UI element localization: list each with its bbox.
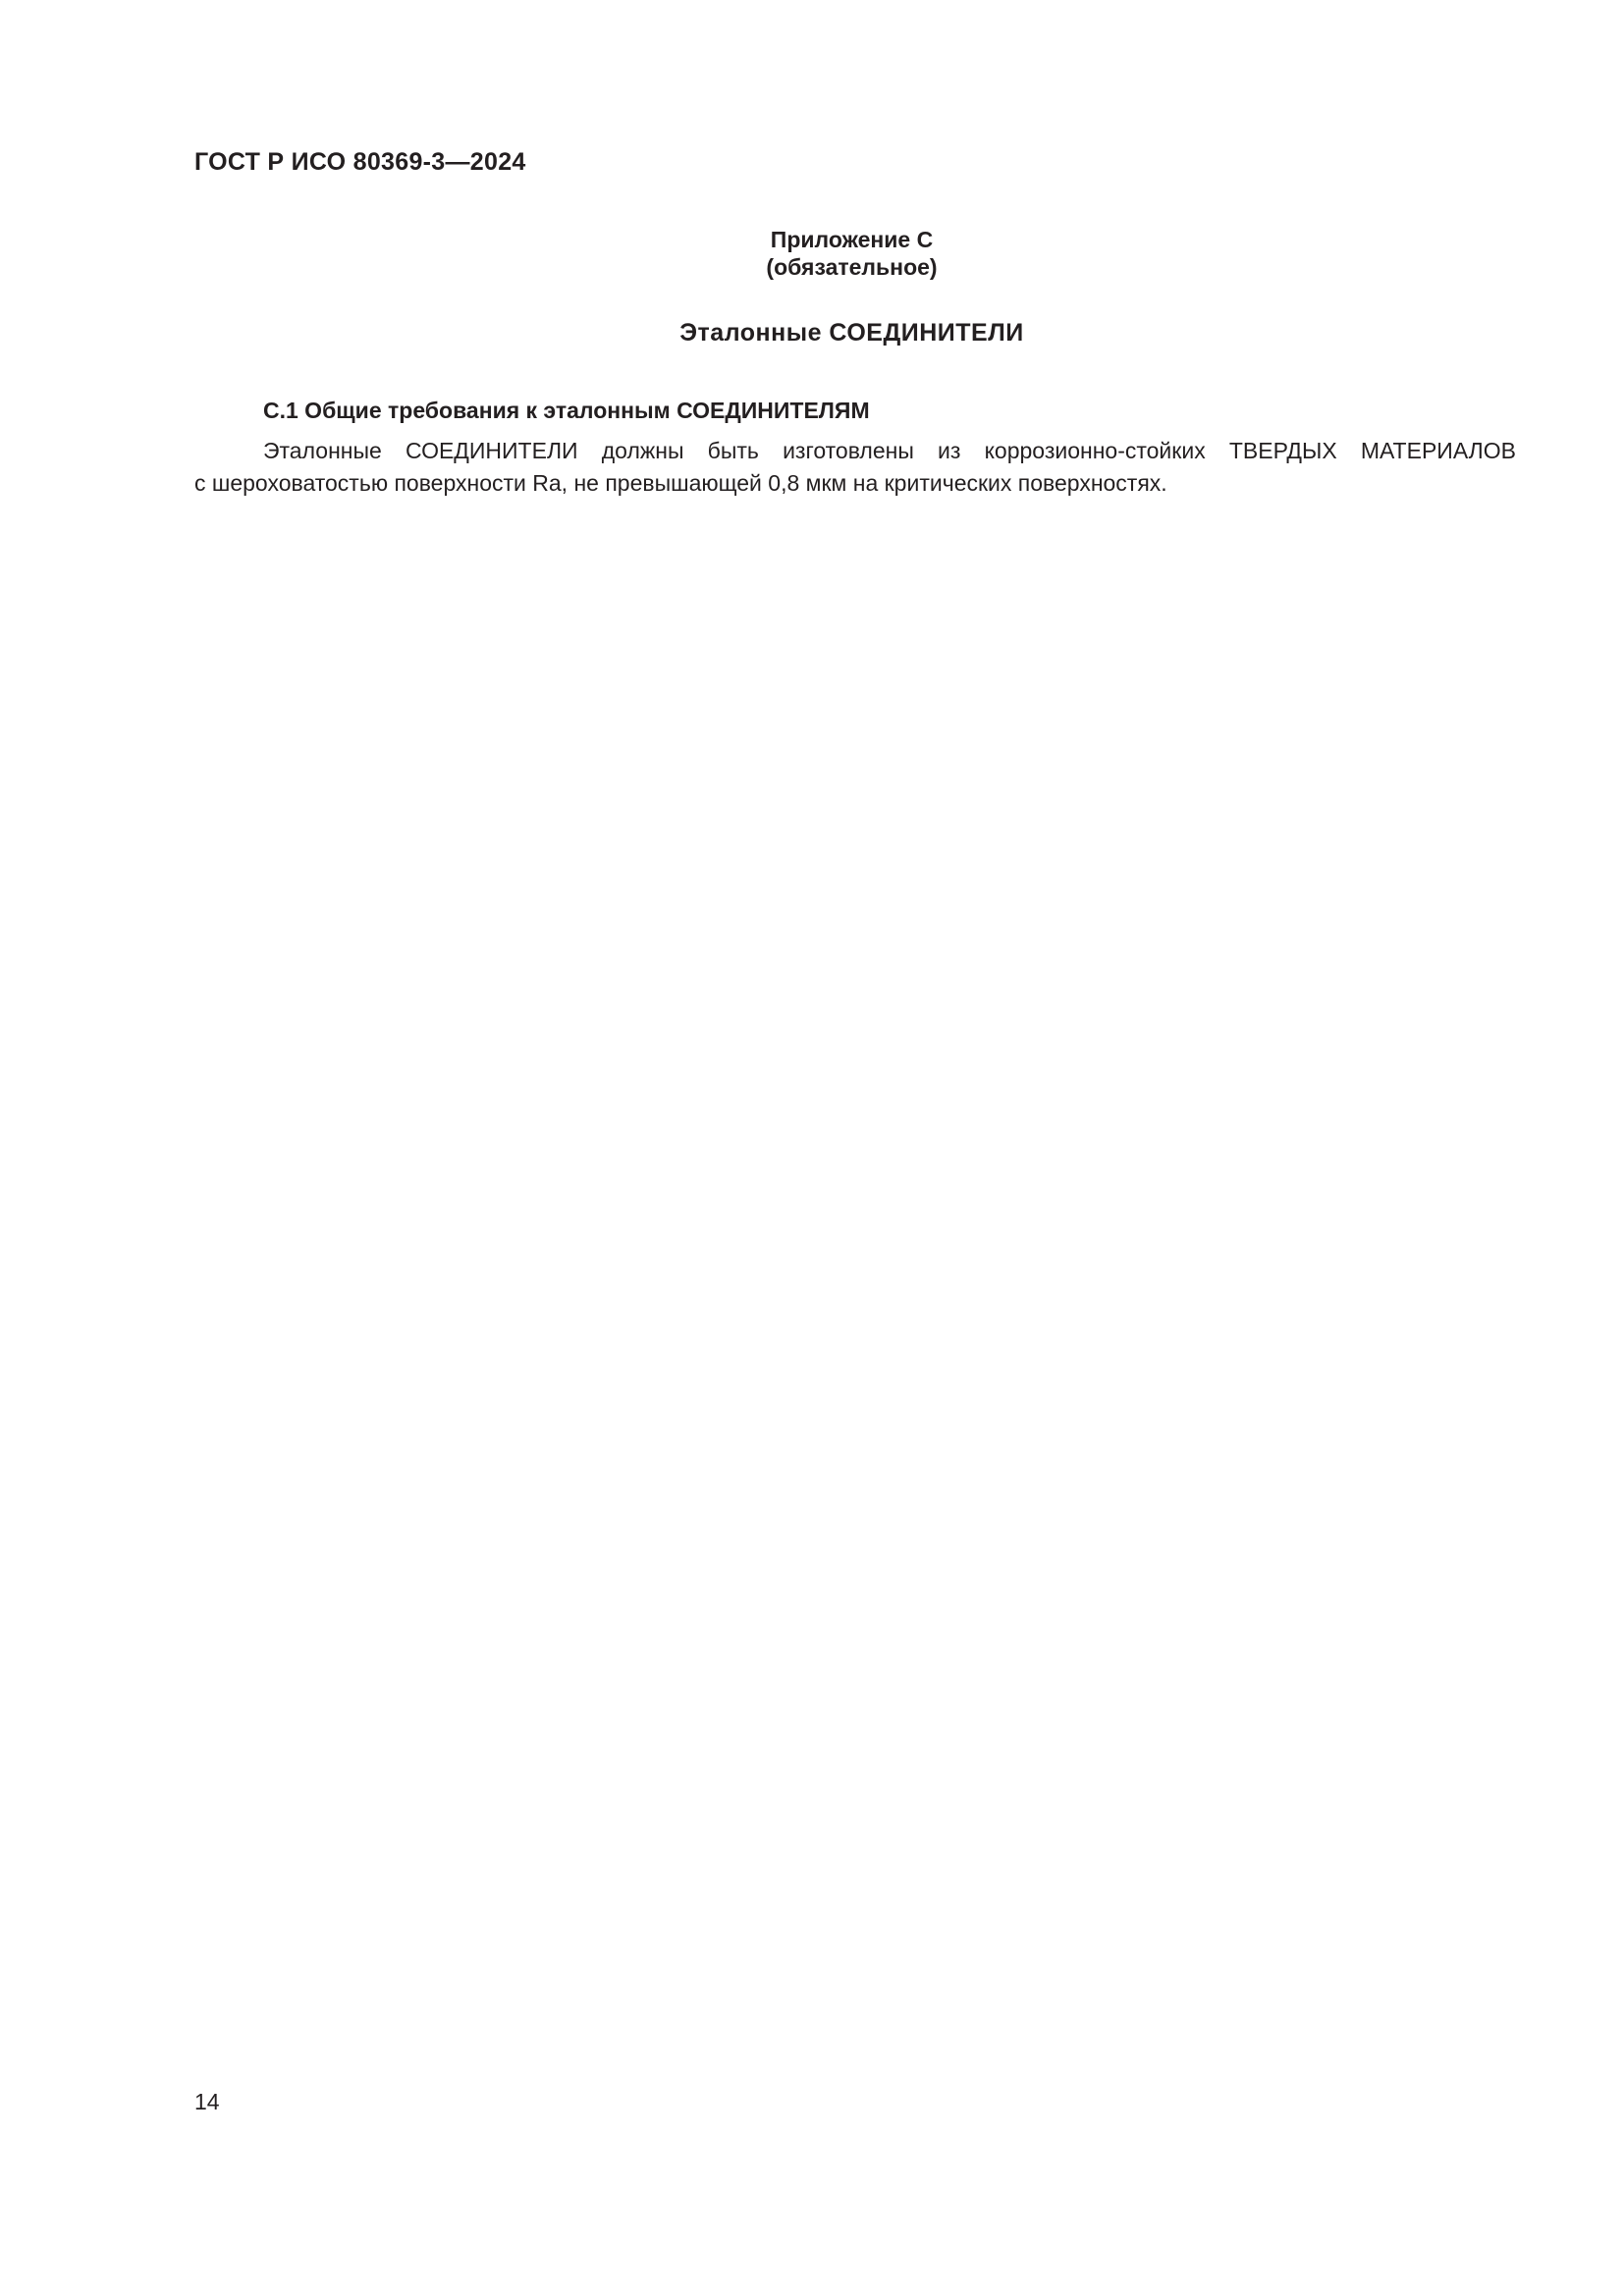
annex-label: Приложение С (770, 227, 934, 252)
paragraph-line-2: с шероховатостью поверхности Ra, не превышающей 0,8 мкм на критических поверхностях. (194, 470, 1167, 496)
annex-heading: Эталонные СОЕДИНИТЕЛИ (679, 319, 1024, 347)
annex-title-block (0, 226, 1624, 281)
page-number: 14 (194, 2089, 220, 2114)
section-heading: С.1 Общие требования к эталонным СОЕДИНИТЕЛЯМ (263, 398, 870, 423)
annex-status: (обязательное) (766, 254, 938, 280)
document-header: ГОСТ Р ИСО 80369-3—2024 (194, 148, 526, 176)
section-paragraph (194, 435, 1516, 500)
paragraph-line-1: Эталонные СОЕДИНИТЕЛИ должны быть изготовлены из коррозионно-стойких ТВЕРДЫХ МАТЕРИАЛОВ (263, 438, 1516, 463)
